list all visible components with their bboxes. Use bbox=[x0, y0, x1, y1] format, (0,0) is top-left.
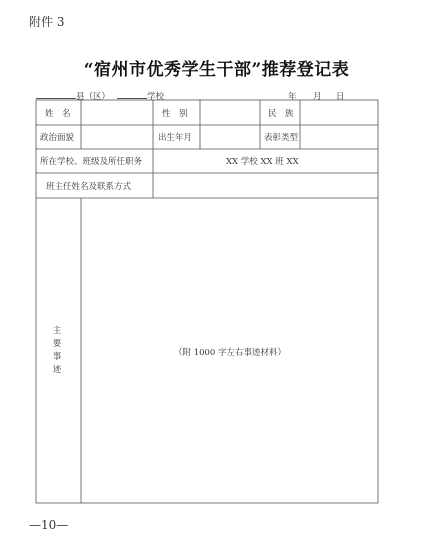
deeds-char: 要 bbox=[52, 339, 62, 349]
label-name: 姓 名 bbox=[45, 109, 71, 119]
deeds-char: 迹 bbox=[52, 365, 62, 375]
label-school-class-position: 所在学校、班级及所任职务 bbox=[40, 157, 143, 167]
meta-day: 日 bbox=[336, 92, 345, 102]
county-label: 县（区） bbox=[76, 92, 111, 102]
label-birth-date: 出生年月 bbox=[158, 133, 193, 143]
deeds-char: 事 bbox=[52, 352, 62, 362]
label-ethnicity: 民 族 bbox=[268, 109, 294, 119]
meta-month: 月 bbox=[313, 92, 322, 102]
label-political-status: 政治面貌 bbox=[40, 133, 75, 143]
label-commendation-type: 表彰类型 bbox=[264, 133, 299, 143]
label-head-teacher-contact: 班主任姓名及联系方式 bbox=[46, 182, 132, 192]
school-label: 学校 bbox=[147, 92, 165, 102]
label-gender: 性 别 bbox=[162, 109, 188, 119]
page-number: —10— bbox=[29, 518, 69, 532]
deeds-char: 主 bbox=[52, 326, 62, 336]
value-school-class-position: XX 学校 XX 班 XX bbox=[226, 157, 299, 167]
attachment-label: 附件 3 bbox=[29, 15, 65, 29]
deeds-note: （附 1000 字左右事迹材料） bbox=[174, 348, 287, 358]
deeds-label bbox=[50, 325, 64, 377]
meta-year: 年 bbox=[288, 92, 297, 102]
page-title: “宿州市优秀学生干部”推荐登记表 bbox=[83, 60, 350, 80]
